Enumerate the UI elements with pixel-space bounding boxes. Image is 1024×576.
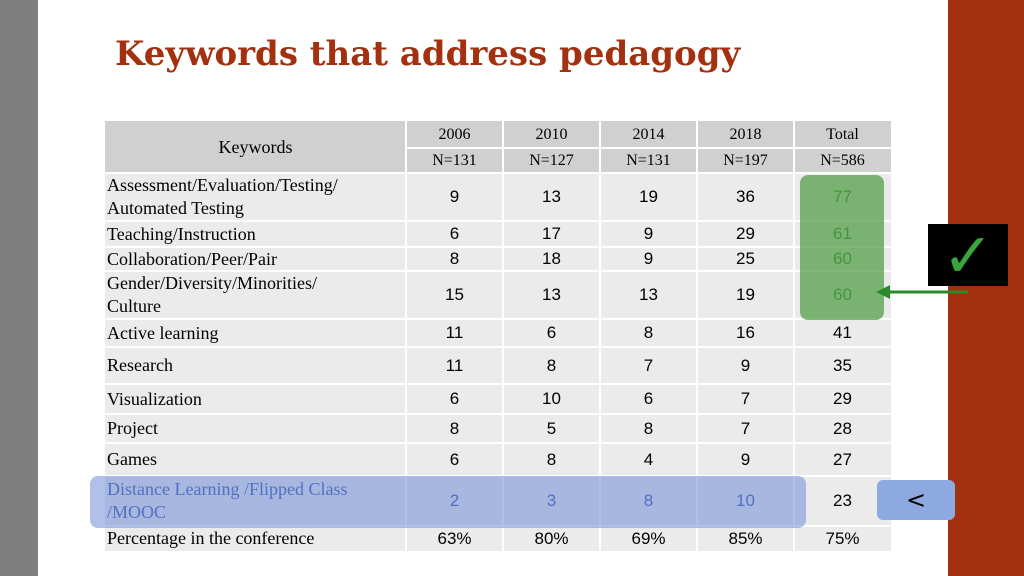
header-n: N=127: [529, 151, 574, 169]
table-row-divider: [105, 220, 891, 222]
row-value: 9: [643, 224, 654, 243]
row-value: 13: [542, 187, 561, 206]
row-value: 6: [449, 449, 460, 469]
row-keyword: Games: [107, 449, 157, 469]
header-n: N=131: [626, 151, 671, 169]
row-value: 9: [740, 449, 751, 469]
row-value: 16: [736, 323, 755, 342]
row-value: 36: [736, 187, 755, 206]
table-row-divider: [105, 246, 891, 248]
row-value: 8: [643, 418, 654, 438]
header-n: N=586: [820, 151, 865, 169]
row-keyword: Gender/Diversity/Minorities/ Culture: [107, 273, 317, 316]
row-value: 6: [546, 323, 557, 342]
row-value: 13: [542, 285, 561, 304]
row-value: 85%: [728, 528, 763, 548]
row-value: 29: [736, 224, 755, 243]
checkmark-icon: [928, 218, 1008, 292]
table-row-divider: [406, 147, 891, 149]
row-value: 35: [833, 355, 852, 375]
row-value: 15: [445, 285, 464, 304]
row-value: 27: [833, 449, 852, 469]
row-value: 8: [546, 355, 557, 375]
blue-highlight: [90, 476, 806, 528]
row-value: 28: [833, 418, 852, 438]
row-value: 17: [542, 224, 561, 243]
table-row-divider: [105, 346, 891, 348]
header-year: Total: [826, 125, 859, 143]
row-value: 7: [643, 355, 654, 375]
table-row-divider: [105, 413, 891, 415]
header-year: 2018: [729, 125, 762, 143]
header-year: 2014: [632, 125, 665, 143]
row-value: 23: [833, 491, 852, 510]
less-than-button[interactable]: [877, 480, 955, 520]
row-value: 6: [643, 389, 654, 408]
row-value: 25: [736, 249, 755, 268]
row-keyword: Collaboration/Peer/Pair: [107, 248, 277, 269]
header-keywords: Keywords: [218, 136, 293, 157]
row-value: 13: [639, 285, 658, 304]
row-value: 10: [542, 389, 561, 408]
row-value: 11: [445, 323, 464, 342]
left-side-bar: [0, 0, 38, 576]
arrow-left-icon: [876, 283, 972, 301]
row-value: 9: [449, 187, 460, 206]
slide-title: Keywords that address pedagogy: [115, 34, 741, 74]
row-value: 6: [449, 389, 460, 408]
row-value: 69%: [631, 528, 666, 548]
row-value: 5: [546, 418, 557, 438]
header-n: N=131: [432, 151, 477, 169]
row-keyword: Active learning: [107, 322, 219, 343]
header-year: 2006: [438, 125, 471, 143]
row-keyword: Teaching/Instruction: [107, 223, 256, 244]
row-value: 9: [740, 355, 751, 375]
row-value: 8: [643, 323, 654, 342]
less-than-label: <: [905, 486, 927, 514]
table-row-divider: [105, 442, 891, 444]
row-value: 63%: [437, 528, 472, 548]
row-value: 7: [740, 389, 751, 408]
row-value: 8: [449, 418, 460, 438]
row-value: 19: [736, 285, 755, 304]
row-value: 75%: [825, 528, 860, 548]
row-value: 9: [643, 249, 654, 268]
row-keyword: Visualization: [107, 388, 202, 409]
table-row-divider: [105, 383, 891, 385]
row-value: 11: [445, 355, 464, 375]
check-glyph: ✓: [942, 218, 994, 292]
row-value: 4: [643, 449, 654, 469]
table-row-divider: [105, 172, 891, 174]
row-keyword: Project: [107, 418, 158, 438]
row-keyword: Percentage in the conference: [107, 528, 315, 548]
row-keyword: Research: [107, 355, 173, 375]
row-keyword: Assessment/Evaluation/Testing/ Automated Testing: [107, 175, 338, 218]
header-year: 2010: [535, 125, 568, 143]
row-value: 80%: [534, 528, 569, 548]
row-value: 18: [542, 249, 561, 268]
green-highlight: [800, 175, 884, 320]
row-value: 6: [449, 224, 460, 243]
row-value: 8: [546, 449, 557, 469]
row-value: 29: [833, 389, 852, 408]
table-row-divider: [105, 270, 891, 272]
row-value: 41: [833, 323, 852, 342]
row-value: 19: [639, 187, 658, 206]
row-value: 8: [449, 249, 460, 268]
header-n: N=197: [723, 151, 768, 169]
row-value: 7: [740, 418, 751, 438]
table-row-divider: [105, 318, 891, 320]
